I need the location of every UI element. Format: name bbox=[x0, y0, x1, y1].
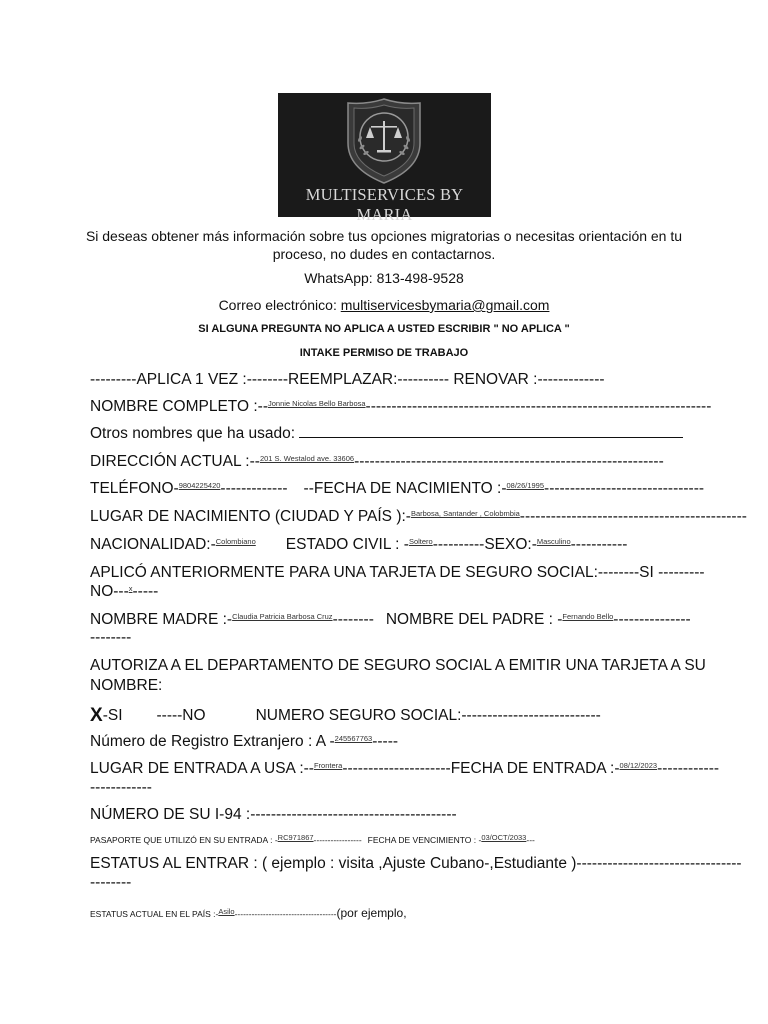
other-names-blank bbox=[299, 425, 683, 438]
passport-expiry-value: 03/OCT/2033 bbox=[481, 833, 527, 842]
logo-brand-text: MULTISERVICES BY MARIA bbox=[305, 185, 464, 224]
address-field bbox=[90, 453, 664, 471]
entry-status-wrap-dashes: -------- bbox=[90, 874, 132, 891]
sex-dashes: ----------- bbox=[570, 536, 628, 553]
civil-status-value: Soltero bbox=[408, 537, 433, 546]
passport-dashes: ----------------- bbox=[313, 835, 362, 845]
authorize-question-line1: AUTORIZA A EL DEPARTAMENTO DE SEGURO SOCIAL A EMITIR UNA TARJETA A SU bbox=[90, 657, 706, 674]
other-names-field bbox=[90, 425, 683, 443]
birthplace-value: Barbosa, Santander , Colobmbia bbox=[410, 509, 520, 518]
email-label: Correo electrónico: bbox=[218, 297, 341, 313]
birthplace-label: LUGAR DE NACIMIENTO (CIUDAD Y PAÍS ):- bbox=[90, 508, 411, 525]
authorize-yes-label: -SI bbox=[102, 707, 123, 724]
alien-registration-dashes: ----- bbox=[372, 733, 399, 750]
entry-wrap-dashes: ------------ bbox=[90, 779, 152, 796]
passport-expiry-dashes: --- bbox=[526, 835, 535, 845]
birthplace-dashes: -------------------------------------------- bbox=[519, 508, 747, 525]
sex-value: Masculino bbox=[536, 537, 571, 546]
mother-dashes: -------- bbox=[332, 611, 374, 628]
current-status-value: Asilo bbox=[218, 907, 235, 916]
birthdate-dashes: ------------------------------- bbox=[544, 480, 705, 497]
passport-expiry-label: FECHA DE VENCIMIENTO : - bbox=[367, 835, 482, 845]
father-label: NOMBRE DEL PADRE : - bbox=[385, 611, 563, 628]
entry-date-label: FECHA DE ENTRADA :- bbox=[450, 760, 620, 777]
alien-registration-value: 245567763 bbox=[334, 734, 373, 743]
ssn-prior-no-answer bbox=[90, 583, 158, 601]
address-label: DIRECCIÓN ACTUAL :-- bbox=[90, 453, 260, 470]
full-name-field bbox=[90, 398, 711, 416]
authorize-yes-mark: X bbox=[90, 705, 103, 726]
phone-value: 9804225420 bbox=[178, 481, 221, 490]
entry-place-dashes: --------------------- bbox=[342, 760, 451, 777]
entry-place-date-field bbox=[90, 760, 719, 778]
ssn-prior-mark: x bbox=[128, 584, 133, 593]
alien-registration-label: Número de Registro Extranjero : A - bbox=[90, 733, 335, 750]
i94-number-field: NÚMERO DE SU I-94 :---------------------------------------- bbox=[90, 806, 457, 823]
ssn-number-label: NUMERO SEGURO SOCIAL:--------------------------- bbox=[255, 707, 601, 724]
nationality-value: Colombiano bbox=[215, 537, 256, 546]
birthdate-label: --FECHA DE NACIMIENTO :- bbox=[303, 480, 507, 497]
full-name-value: Jonnie Nicolas Bello Barbosa bbox=[267, 399, 366, 408]
passport-value: RC971867 bbox=[277, 833, 314, 842]
phone-birthdate-field bbox=[90, 480, 704, 498]
entry-place-value: Frontera bbox=[313, 761, 343, 770]
ssn-prior-no-label: NO--- bbox=[90, 583, 129, 600]
phone-label: TELÉFONO- bbox=[90, 480, 179, 497]
civil-status-label: ESTADO CIVIL : - bbox=[285, 536, 409, 553]
current-status-label: ESTATUS ACTUAL EN EL PAÍS :- bbox=[90, 909, 219, 919]
entry-place-label: LUGAR DE ENTRADA A USA :-- bbox=[90, 760, 314, 777]
passport-label: PASAPORTE QUE UTILIZÓ EN SU ENTRADA : - bbox=[90, 835, 278, 845]
father-dashes: --------------- bbox=[613, 611, 691, 628]
authorize-no-label: -----NO bbox=[156, 707, 206, 724]
current-status-dashes: ------------------------------------ bbox=[234, 909, 337, 919]
form-title: INTAKE PERMISO DE TRABAJO bbox=[299, 347, 469, 359]
authorize-question-line2: NOMBRE: bbox=[90, 677, 163, 694]
birthdate-value: 08/26/1995 bbox=[506, 481, 545, 490]
email-link[interactable]: multiservicesbymaria@gmail.com bbox=[340, 297, 550, 313]
address-dashes: ------------------------------------------------------------ bbox=[354, 453, 664, 470]
ssn-prior-question: APLICÓ ANTERIORMENTE PARA UNA TARJETA DE SEGURO SOCIAL:--------SI --------- bbox=[90, 564, 705, 581]
not-applicable-notice: SI ALGUNA PREGUNTA NO APLICA A USTED ESCRIBIR " NO APLICA " bbox=[198, 323, 570, 335]
entry-date-value: 08/12/2023 bbox=[619, 761, 658, 770]
father-value: Fernando Bello bbox=[562, 612, 614, 621]
nationality-label: NACIONALIDAD:- bbox=[90, 536, 216, 553]
address-value: 201 S. Westalod ave. 33606 bbox=[259, 454, 355, 463]
phone-dashes: ------------- bbox=[220, 480, 288, 497]
mother-label: NOMBRE MADRE :- bbox=[90, 611, 233, 628]
entry-status-question: ESTATUS AL ENTRAR : ( ejemplo : visita ,Ajuste Cubano-,Estudiante )-------------------------------- bbox=[90, 855, 742, 872]
ssn-prior-no-dashes: ----- bbox=[132, 583, 159, 600]
company-logo bbox=[278, 93, 491, 224]
email-contact bbox=[80, 297, 688, 313]
authorize-answer-line bbox=[90, 704, 601, 726]
parents-field bbox=[90, 611, 691, 629]
intro-text: Si deseas obtener más información sobre tus opciones migratorias o necesitas orientación en tu proceso, no dudes en contactarnos. bbox=[85, 228, 683, 262]
nationality-civil-sex-field bbox=[90, 536, 627, 554]
application-type-line: ---------APLICA 1 VEZ :--------REEMPLAZAR:---------- RENOVAR :------------- bbox=[90, 371, 605, 388]
current-status-field bbox=[90, 904, 407, 922]
birthplace-field bbox=[90, 508, 747, 526]
full-name-label: NOMBRE COMPLETO :-- bbox=[90, 398, 268, 415]
full-name-dashes: ------------------------------------------------------------------- bbox=[365, 398, 712, 415]
parents-wrap-dashes: -------- bbox=[90, 629, 132, 646]
sex-label: ----------SEXO:- bbox=[432, 536, 537, 553]
entry-date-dashes: ------------ bbox=[657, 760, 720, 777]
passport-field bbox=[90, 835, 535, 845]
other-names-label: Otros nombres que ha usado: bbox=[90, 425, 300, 442]
whatsapp-contact: WhatsApp: 813-498-9528 bbox=[304, 270, 464, 286]
alien-registration-field bbox=[90, 733, 398, 751]
mother-value: Claudia Patricia Barbosa Cruz bbox=[232, 612, 333, 621]
current-status-example: (por ejemplo, bbox=[336, 906, 407, 920]
